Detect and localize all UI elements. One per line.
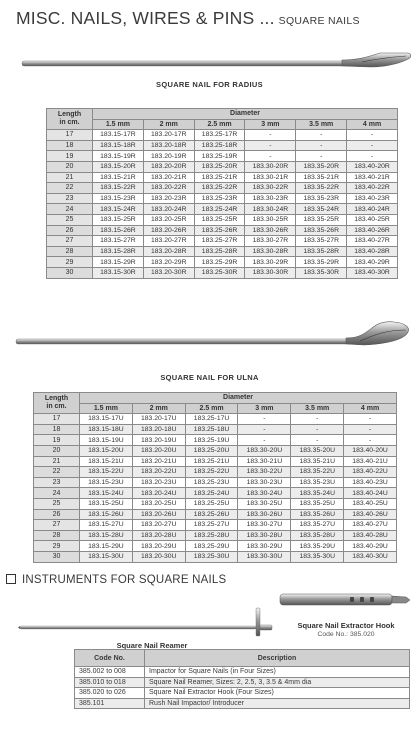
code-cell: 183.35-29U [291,541,344,552]
code-cell: 183.25-28U [185,530,238,541]
length-cell: 29 [47,257,93,268]
code-cell: 183.15-30U [80,551,133,562]
code-cell: 183.15-27R [93,236,144,247]
code-cell: 183.15-22U [80,467,133,478]
size-header: 4 mm [344,403,397,414]
code-cell: 385.020 to 026 [75,688,145,699]
length-cell: 25 [47,214,93,225]
length-cell: 18 [34,424,80,435]
code-cell: 183.15-17R [93,130,144,141]
table-row [34,435,397,446]
code-cell: 183.20-29U [132,541,185,552]
code-cell: 183.40-24R [347,204,398,215]
code-cell: - [291,435,344,446]
code-cell: 183.25-21U [185,456,238,467]
code-cell: 183.25-20U [185,445,238,456]
code-cell: 183.40-27U [344,520,397,531]
ulna-size-table [33,392,397,563]
code-cell: 183.15-25U [80,498,133,509]
code-cell: 183.25-22R [194,183,245,194]
code-cell: 183.30-21U [238,456,291,467]
radius-size-table [46,108,398,279]
extractor-hook-label [280,621,412,638]
length-cell: 19 [47,151,93,162]
code-cell: 183.20-17U [132,414,185,425]
code-cell: 183.25-20R [194,161,245,172]
code-cell: 183.30-23R [245,193,296,204]
length-cell: 22 [47,183,93,194]
code-cell: 183.25-21R [194,172,245,183]
code-cell: 183.30-30U [238,551,291,562]
code-cell: 183.25-18R [194,140,245,151]
code-cell: - [238,424,291,435]
description-column-header: Description [145,650,410,667]
table-row [47,161,398,172]
table-row [34,467,397,478]
code-cell: 183.20-24U [132,488,185,499]
table-row [47,257,398,268]
code-cell: 183.20-22R [143,183,194,194]
code-cell: 183.30-23U [238,477,291,488]
length-cell: 24 [47,204,93,215]
instruments-title-text: INSTRUMENTS FOR SQUARE NAILS [22,574,227,586]
code-cell: 183.25-19R [194,151,245,162]
code-cell: 183.15-18R [93,140,144,151]
code-cell: 183.35-30U [291,551,344,562]
code-cell: 183.35-20U [291,445,344,456]
hook-name: Square Nail Extractor Hook [297,621,395,630]
description-cell: Impactor for Square Nails (in Four Sizes) [145,667,410,678]
code-cell: 183.40-30U [344,551,397,562]
table-row [47,140,398,151]
code-cell: 183.25-22U [185,467,238,478]
code-cell: 183.20-23U [132,477,185,488]
code-cell: 183.30-27R [245,236,296,247]
length-cell: 26 [34,509,80,520]
code-cell: 183.35-26R [296,225,347,236]
code-cell: 183.25-25R [194,214,245,225]
code-cell: 183.30-22U [238,467,291,478]
code-cell: 183.20-20R [143,161,194,172]
code-cell: 183.25-28R [194,246,245,257]
code-cell: 183.30-24R [245,204,296,215]
code-cell: 183.35-23U [291,477,344,488]
length-cell: 27 [47,236,93,247]
code-cell: 183.15-20U [80,445,133,456]
code-cell: 183.15-24U [80,488,133,499]
code-cell: 183.25-18U [185,424,238,435]
size-header: 3 mm [238,403,291,414]
code-cell: 183.40-29U [344,541,397,552]
code-cell: 183.20-27U [132,520,185,531]
size-header: 3.5 mm [296,119,347,130]
size-header: 2.5 mm [194,119,245,130]
length-cell: 21 [34,456,80,467]
code-cell: 183.30-28R [245,246,296,257]
code-cell: 183.40-26R [347,225,398,236]
radius-caption: SQUARE NAIL FOR RADIUS [156,80,263,89]
length-cell: 25 [34,498,80,509]
code-cell: 183.40-21U [344,456,397,467]
length-header: Length in cm. [47,109,93,130]
code-cell: - [344,424,397,435]
code-cell: 183.15-21U [80,456,133,467]
code-cell: 183.25-26R [194,225,245,236]
code-cell: - [238,435,291,446]
code-cell: 183.25-30U [185,551,238,562]
code-cell: 183.30-21R [245,172,296,183]
table-row [34,530,397,541]
table-row [47,151,398,162]
code-cell: 183.15-27U [80,520,133,531]
code-cell: 183.25-17U [185,414,238,425]
table-row [47,246,398,257]
table-row [75,698,410,709]
code-cell: 183.30-25R [245,214,296,225]
code-cell: 183.35-22U [291,467,344,478]
code-cell: 183.25-27R [194,236,245,247]
code-cell: 183.35-27U [291,520,344,531]
code-cell: 183.40-28R [347,246,398,257]
table-row [47,214,398,225]
code-cell: 183.20-22U [132,467,185,478]
code-cell: - [296,140,347,151]
code-cell: 183.40-25U [344,498,397,509]
code-cell: 385.002 to 008 [75,667,145,678]
code-column-header: Code No. [75,650,145,667]
code-cell: 183.25-26U [185,509,238,520]
code-cell: 183.35-27R [296,236,347,247]
code-cell: 183.30-20U [238,445,291,456]
code-cell: 183.15-22R [93,183,144,194]
code-cell: - [347,130,398,141]
code-cell: 183.15-23R [93,193,144,204]
code-cell: 183.15-20R [93,161,144,172]
length-cell: 20 [34,445,80,456]
length-cell: 17 [34,414,80,425]
ulna-caption: SQUARE NAIL FOR ULNA [160,373,259,382]
code-cell: 183.30-22R [245,183,296,194]
table-row [34,498,397,509]
code-cell: - [347,140,398,151]
size-header: 3.5 mm [291,403,344,414]
code-cell: 183.20-28U [132,530,185,541]
code-cell: 183.40-28U [344,530,397,541]
code-cell: 183.20-18R [143,140,194,151]
code-cell: 183.40-22R [347,183,398,194]
table-row [75,667,410,678]
code-cell: 183.40-21R [347,172,398,183]
code-cell: 183.15-29R [93,257,144,268]
code-cell: - [238,414,291,425]
code-cell: 183.20-19U [132,435,185,446]
length-cell: 26 [47,225,93,236]
code-cell: 183.40-25R [347,214,398,225]
code-cell: 183.20-25U [132,498,185,509]
length-cell: 22 [34,467,80,478]
table-row [34,509,397,520]
code-cell: 183.35-20R [296,161,347,172]
code-cell: 183.20-17R [143,130,194,141]
table-row [34,488,397,499]
reamer-name: Square Nail Reamer [116,641,188,650]
code-cell: 183.15-18U [80,424,133,435]
diameter-header: Diameter [80,393,397,404]
table-row [34,424,397,435]
code-cell: 183.20-26R [143,225,194,236]
instruments-section-title [6,574,226,586]
description-cell: Square Nail Extractor Hook (Four Sizes) [145,688,410,699]
table-row [34,414,397,425]
length-cell: 20 [47,161,93,172]
code-cell: 183.40-20R [347,161,398,172]
radius-nail-image [20,50,414,76]
code-cell: - [344,435,397,446]
length-cell: 23 [47,193,93,204]
description-cell: Rush Nail Impactor/ Introducer [145,698,410,709]
extractor-hook-image [278,588,414,612]
code-cell: 183.25-25U [185,498,238,509]
code-cell: 183.40-23U [344,477,397,488]
instrument-code-table [74,649,410,709]
reamer-image [18,605,276,639]
code-cell: 183.30-24U [238,488,291,499]
code-cell: 183.25-19U [185,435,238,446]
page-subtitle: SQUARE NAILS [278,15,360,27]
code-cell: 183.20-30U [132,551,185,562]
code-cell: 385.010 to 018 [75,677,145,688]
ulna-nail-image [14,318,414,358]
diameter-header: Diameter [93,109,398,120]
table-row [47,204,398,215]
code-cell: 183.20-20U [132,445,185,456]
code-cell: - [296,151,347,162]
size-header: 1.5 mm [80,403,133,414]
code-cell: 183.40-23R [347,193,398,204]
table-row [47,183,398,194]
code-cell: 183.35-21U [291,456,344,467]
code-cell: 183.20-21R [143,172,194,183]
length-cell: 30 [34,551,80,562]
code-cell: 183.35-22R [296,183,347,194]
table-row [34,551,397,562]
code-cell: 385.101 [75,698,145,709]
code-cell: 183.40-27R [347,236,398,247]
table-row [47,172,398,183]
table-row [34,541,397,552]
size-header: 2 mm [143,119,194,130]
code-cell: 183.35-21R [296,172,347,183]
code-cell: 183.40-24U [344,488,397,499]
code-cell: 183.30-29U [238,541,291,552]
code-cell: 183.15-19U [80,435,133,446]
code-cell: 183.35-25R [296,214,347,225]
code-cell: - [245,140,296,151]
length-cell: 21 [47,172,93,183]
page-title: MISC. NAILS, WIRES & PINS ... [16,8,275,28]
checkbox-icon [6,574,16,584]
code-cell: 183.15-19R [93,151,144,162]
description-cell: Square Nail Reamer, Sizes: 2, 2.5, 3, 3.5 & 4mm dia [145,677,410,688]
code-cell: 183.25-27U [185,520,238,531]
size-header: 2.5 mm [185,403,238,414]
code-cell: - [347,151,398,162]
code-cell: 183.35-28R [296,246,347,257]
code-cell: 183.20-26U [132,509,185,520]
length-cell: 18 [47,140,93,151]
code-cell: 183.40-30R [347,267,398,278]
code-cell: 183.15-25R [93,214,144,225]
code-cell: 183.35-30R [296,267,347,278]
table-row [34,445,397,456]
code-cell: 183.25-30R [194,267,245,278]
length-cell: 24 [34,488,80,499]
size-header: 4 mm [347,119,398,130]
code-cell: 183.25-24R [194,204,245,215]
code-cell: 183.25-23R [194,193,245,204]
code-cell: 183.15-30R [93,267,144,278]
length-cell: 27 [34,520,80,531]
table-row [47,193,398,204]
code-cell: 183.15-26R [93,225,144,236]
code-cell: 183.20-29R [143,257,194,268]
length-cell: 19 [34,435,80,446]
code-cell: 183.30-29R [245,257,296,268]
code-cell: - [296,130,347,141]
table-row [34,456,397,467]
length-header: Length in cm. [34,393,80,414]
code-cell: 183.20-19R [143,151,194,162]
code-cell: 183.40-26U [344,509,397,520]
length-cell: 29 [34,541,80,552]
code-cell: 183.25-29U [185,541,238,552]
code-cell: 183.35-24R [296,204,347,215]
code-cell: 183.25-24U [185,488,238,499]
code-cell: 183.40-29R [347,257,398,268]
size-header: 2 mm [132,403,185,414]
code-cell: 183.30-30R [245,267,296,278]
code-cell: 183.35-26U [291,509,344,520]
code-cell: 183.15-26U [80,509,133,520]
length-cell: 28 [34,530,80,541]
code-cell: 183.25-17R [194,130,245,141]
code-cell: 183.15-29U [80,541,133,552]
page-header [16,8,411,29]
code-cell: 183.20-23R [143,193,194,204]
code-cell: 183.20-27R [143,236,194,247]
code-cell: 183.35-29R [296,257,347,268]
code-cell: 183.35-25U [291,498,344,509]
code-cell: - [245,130,296,141]
table-row [34,477,397,488]
code-cell: 183.30-27U [238,520,291,531]
size-header: 3 mm [245,119,296,130]
table-row [47,236,398,247]
code-cell: - [344,414,397,425]
code-cell: 183.15-28U [80,530,133,541]
code-cell: 183.30-20R [245,161,296,172]
code-cell: 183.20-28R [143,246,194,257]
code-cell: 183.20-21U [132,456,185,467]
code-cell: 183.35-28U [291,530,344,541]
code-cell: 183.20-25R [143,214,194,225]
code-cell: 183.20-18U [132,424,185,435]
code-cell: 183.35-24U [291,488,344,499]
table-row [34,520,397,531]
code-cell: 183.20-24R [143,204,194,215]
code-cell: 183.40-20U [344,445,397,456]
code-cell: - [245,151,296,162]
code-cell: 183.20-30R [143,267,194,278]
length-cell: 28 [47,246,93,257]
table-row [47,130,398,141]
code-cell: 183.40-22U [344,467,397,478]
code-cell: 183.15-24R [93,204,144,215]
code-cell: 183.30-26U [238,509,291,520]
code-cell: 183.15-28R [93,246,144,257]
code-cell: 183.30-28U [238,530,291,541]
length-cell: 17 [47,130,93,141]
code-cell: 183.25-23U [185,477,238,488]
table-row [47,267,398,278]
table-row [75,677,410,688]
code-cell: - [291,414,344,425]
code-cell: 183.15-17U [80,414,133,425]
code-cell: 183.35-23R [296,193,347,204]
length-cell: 23 [34,477,80,488]
code-cell: 183.30-26R [245,225,296,236]
code-cell: - [291,424,344,435]
table-row [75,688,410,699]
code-cell: 183.25-29R [194,257,245,268]
code-cell: 183.15-23U [80,477,133,488]
length-cell: 30 [47,267,93,278]
size-header: 1.5 mm [93,119,144,130]
hook-code: Code No.: 385.020 [317,631,375,638]
table-row [47,225,398,236]
code-cell: 183.30-25U [238,498,291,509]
code-cell: 183.15-21R [93,172,144,183]
